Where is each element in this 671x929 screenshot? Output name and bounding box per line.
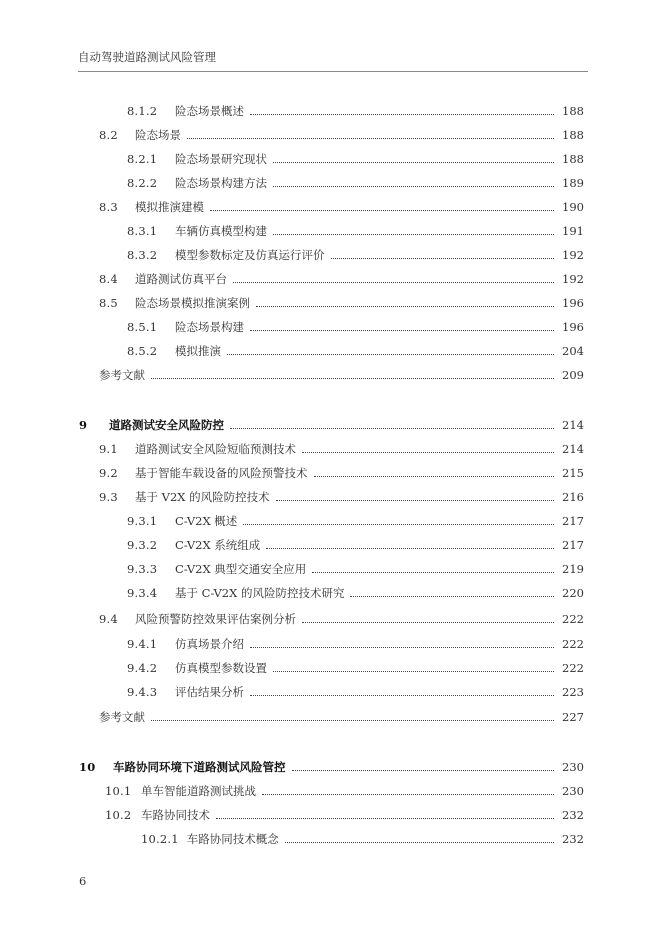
toc-entry-title: 仿真模型参数设置	[175, 661, 267, 675]
toc-entry-page: 222	[562, 661, 584, 675]
toc-entry-title: 险态场景构建方法	[175, 176, 267, 190]
toc-entry-title: 险态场景模拟推演案例	[135, 296, 250, 310]
toc-entry-title: 模拟推演建模	[135, 200, 204, 214]
toc-entry[interactable]	[0, 534, 671, 556]
toc-entry-page: 220	[562, 586, 584, 600]
toc-entry-number: 8.2	[99, 128, 118, 142]
toc-entry[interactable]	[0, 172, 671, 194]
toc-entry-page: 216	[562, 490, 584, 504]
toc-entry-number: 9.4.1	[127, 637, 158, 651]
toc-entry-title: 道路测试仿真平台	[135, 272, 227, 286]
toc-entry-number: 10.1	[105, 784, 132, 798]
toc-entry-page: 232	[562, 832, 584, 846]
toc-entry-number: 8.2.1	[127, 152, 158, 166]
toc-entry-page: 196	[562, 296, 584, 310]
toc-entry[interactable]	[0, 462, 671, 484]
dot-leader	[151, 377, 554, 379]
toc-entry-title: C-V2X 概述	[175, 514, 238, 528]
toc-entry[interactable]	[0, 486, 671, 508]
dot-leader	[302, 621, 554, 623]
toc-entry-number: 9.3	[99, 490, 118, 504]
toc-entry[interactable]	[0, 316, 671, 338]
toc-entry-title: 风险预警防控效果评估案例分析	[135, 612, 296, 626]
toc-entry-page: 189	[562, 176, 584, 190]
toc-chapter-entry[interactable]	[0, 756, 671, 778]
toc-entry[interactable]	[0, 292, 671, 314]
dot-leader	[350, 595, 554, 597]
toc-entry-title: 模拟推演	[175, 344, 221, 358]
dot-leader	[331, 257, 555, 259]
toc-entry[interactable]	[0, 558, 671, 580]
running-header: 自动驾驶道路测试风险管理	[78, 50, 216, 64]
dot-leader	[250, 646, 554, 648]
toc-entry-page: 223	[562, 685, 584, 699]
toc-entry[interactable]	[0, 510, 671, 532]
toc-entry-title: 单车智能道路测试挑战	[141, 784, 256, 798]
toc-entry-page: 196	[562, 320, 584, 334]
toc-entry-number: 8.3.1	[127, 224, 158, 238]
toc-entry-title: 参考文献	[99, 710, 145, 724]
toc-entry-page: 230	[562, 784, 584, 798]
toc-entry-title: 险态场景	[135, 128, 181, 142]
dot-leader	[151, 719, 554, 721]
page-number: 6	[79, 874, 87, 888]
toc-entry-page: 192	[562, 248, 584, 262]
dot-leader	[216, 817, 554, 819]
toc-entry-title: 基于 V2X 的风险防控技术	[135, 490, 270, 504]
toc-entry-number: 9.3.4	[127, 586, 158, 600]
toc-entry[interactable]	[0, 196, 671, 218]
toc-entry-page: 217	[562, 538, 584, 552]
toc-chapter-entry[interactable]	[0, 414, 671, 436]
toc-entry-number: 9.4.3	[127, 685, 158, 699]
dot-leader	[250, 113, 554, 115]
toc-entry-page: 192	[562, 272, 584, 286]
toc-entry-number: 8.5	[99, 296, 118, 310]
dot-leader	[256, 305, 554, 307]
dot-leader	[276, 499, 554, 501]
dot-leader	[285, 841, 554, 843]
toc-entry-title: 车辆仿真模型构建	[175, 224, 267, 238]
toc-entry-number: 8.5.1	[127, 320, 158, 334]
toc-entry[interactable]	[0, 244, 671, 266]
toc-entry[interactable]	[0, 364, 671, 386]
dot-leader	[230, 427, 554, 429]
toc-entry[interactable]	[0, 100, 671, 122]
dot-leader	[273, 161, 554, 163]
dot-leader	[273, 233, 554, 235]
toc-entry-number: 8.2.2	[127, 176, 158, 190]
toc-entry-number: 9.3.3	[127, 562, 158, 576]
dot-leader	[314, 475, 555, 477]
toc-entry-number: 8.1.2	[127, 104, 158, 118]
dot-leader	[292, 769, 555, 771]
dot-leader	[250, 694, 554, 696]
toc-entry-page: 222	[562, 612, 584, 626]
toc-entry-title: C-V2X 典型交通安全应用	[175, 562, 307, 576]
toc-entry-page: 230	[562, 760, 584, 774]
toc-entry[interactable]	[0, 804, 671, 826]
toc-entry-title: C-V2X 系统组成	[175, 538, 261, 552]
toc-entry[interactable]	[0, 340, 671, 362]
toc-entry[interactable]	[0, 268, 671, 290]
toc-entry[interactable]	[0, 828, 671, 850]
toc-entry[interactable]	[0, 608, 671, 630]
toc-entry-number: 9.1	[99, 442, 118, 456]
toc-entry-page: 222	[562, 637, 584, 651]
dot-leader	[273, 185, 554, 187]
dot-leader	[227, 353, 554, 355]
toc-entry-number: 9.4.2	[127, 661, 158, 675]
toc-entry-page: 204	[562, 344, 584, 358]
dot-leader	[273, 670, 554, 672]
toc-entry[interactable]	[0, 220, 671, 242]
toc-entry-number: 8.5.2	[127, 344, 158, 358]
toc-entry-title: 参考文献	[99, 368, 145, 382]
toc-entry[interactable]	[0, 124, 671, 146]
toc-entry-page: 209	[562, 368, 584, 382]
toc-entry-page: 215	[562, 466, 584, 480]
toc-entry-number: 9	[79, 418, 88, 432]
toc-entry-page: 188	[562, 152, 584, 166]
dot-leader	[187, 137, 554, 139]
toc-entry-title: 车路协同技术	[141, 808, 210, 822]
toc-entry[interactable]	[0, 148, 671, 170]
toc-entry-title: 仿真场景介绍	[175, 637, 244, 651]
toc-entry-number: 8.3	[99, 200, 118, 214]
toc-entry-page: 188	[562, 104, 584, 118]
toc-entry-title: 车路协同环境下道路测试风险管控	[113, 760, 286, 774]
toc-entry-title: 基于智能车载设备的风险预警技术	[135, 466, 308, 480]
toc-entry[interactable]	[0, 681, 671, 703]
dot-leader	[250, 329, 554, 331]
toc-entry-page: 191	[562, 224, 584, 238]
toc-entry[interactable]	[0, 657, 671, 679]
toc-entry-number: 8.4	[99, 272, 118, 286]
toc-entry-page: 188	[562, 128, 584, 142]
dot-leader	[210, 209, 554, 211]
toc-entry-title: 险态场景研究现状	[175, 152, 267, 166]
toc-entry[interactable]	[0, 582, 671, 604]
toc-entry-title: 道路测试安全风险防控	[109, 418, 224, 432]
toc-entry-page: 232	[562, 808, 584, 822]
toc-entry-number: 8.3.2	[127, 248, 158, 262]
toc-entry-title: 基于 C-V2X 的风险防控技术研究	[175, 586, 345, 600]
toc-entry-number: 10	[79, 760, 96, 774]
dot-leader	[262, 793, 554, 795]
toc-entry-page: 190	[562, 200, 584, 214]
toc-entry-title: 车路协同技术概念	[186, 832, 279, 846]
dot-leader	[266, 547, 554, 549]
toc-entry[interactable]	[0, 438, 671, 460]
toc-entry-title: 道路测试安全风险短临预测技术	[135, 442, 296, 456]
toc-entry-page: 227	[562, 710, 584, 724]
toc-entry-title: 评估结果分析	[175, 685, 244, 699]
dot-leader	[312, 571, 554, 573]
toc-entry-number: 9.3.1	[127, 514, 158, 528]
toc-entry[interactable]	[0, 633, 671, 655]
toc-entry[interactable]	[0, 780, 671, 802]
toc-entry-number: 9.3.2	[127, 538, 158, 552]
toc-entry[interactable]	[0, 706, 671, 728]
dot-leader	[243, 523, 554, 525]
toc-entry-number: 9.4	[99, 612, 118, 626]
dot-leader	[302, 451, 554, 453]
toc-entry-number: 10.2.1	[141, 832, 179, 846]
toc-entry-page: 217	[562, 514, 584, 528]
toc-entry-number: 9.2	[99, 466, 118, 480]
toc-entry-title: 险态场景构建	[175, 320, 244, 334]
dot-leader	[233, 281, 554, 283]
toc-entry-title: 险态场景概述	[175, 104, 244, 118]
toc-entry-number: 10.2	[105, 808, 132, 822]
toc-entry-page: 214	[562, 418, 584, 432]
toc-entry-page: 214	[562, 442, 584, 456]
toc-entry-page: 219	[562, 562, 584, 576]
toc-entry-title: 模型参数标定及仿真运行评价	[175, 248, 325, 262]
